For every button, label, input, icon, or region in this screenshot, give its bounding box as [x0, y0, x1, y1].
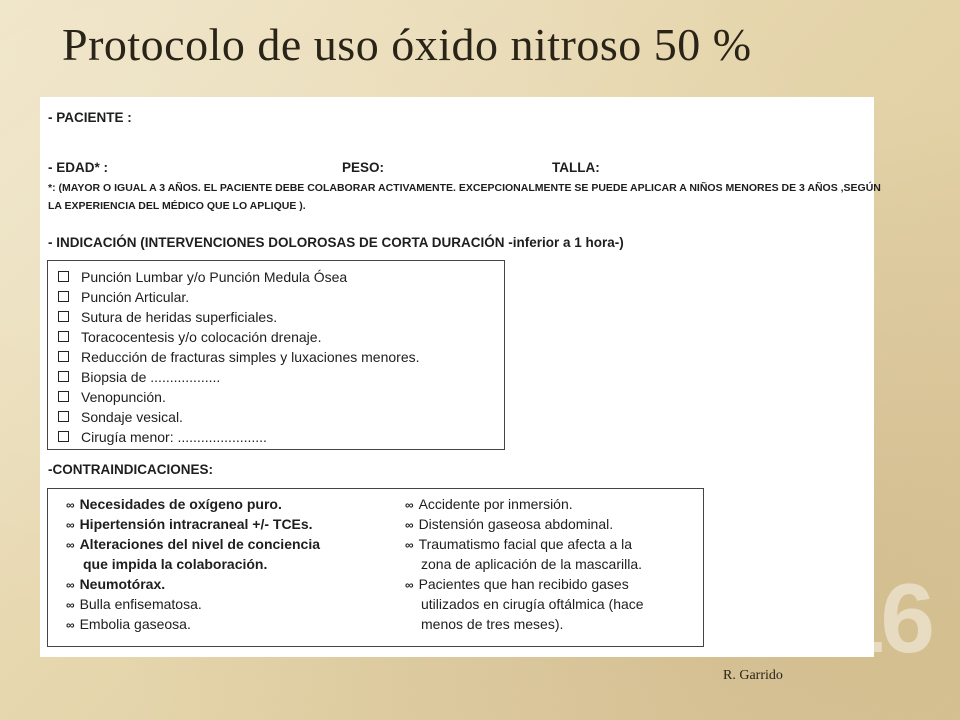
height-label: TALLA: [552, 160, 600, 175]
protocol-content [40, 97, 881, 657]
infinity-bullet-icon: ∞ [66, 578, 75, 592]
infinity-bullet-icon: ∞ [66, 618, 75, 632]
contraindication-item-continued: utilizados en cirugía oftálmica (hace [421, 596, 644, 612]
indication-list-box [47, 260, 505, 450]
infinity-bullet-icon: ∞ [66, 518, 75, 532]
indication-item: Toracocentesis y/o colocación drenaje. [58, 329, 321, 345]
age-note-line-1: *: (MAYOR O IGUAL A 3 AÑOS. EL PACIENTE DEBE COLABORAR ACTIVAMENTE. EXCEPCIONALMENTE SE PUEDE APLICAR A NIÑOS MENORES DE 3 AÑOS ,SEGÚN [48, 182, 881, 194]
contraindication-item: ∞ Necesidades de oxígeno puro. [66, 496, 282, 512]
indication-item: Sutura de heridas superficiales. [58, 309, 277, 325]
indication-item: Cirugía menor: ....................... [58, 429, 267, 445]
contraindication-item: ∞ Distensión gaseosa abdominal. [405, 516, 614, 532]
contraindications-heading: -CONTRAINDICACIONES: [48, 462, 213, 477]
contraindication-item-continued: zona de aplicación de la mascarilla. [421, 556, 643, 572]
patient-heading: - PACIENTE : [48, 110, 132, 125]
weight-label: PESO: [342, 160, 385, 175]
contraindication-item: ∞ Traumatismo facial que afecta a la [405, 536, 633, 552]
author-credit: R. Garrido [723, 668, 783, 683]
checkbox-icon[interactable] [58, 271, 69, 282]
infinity-bullet-icon: ∞ [66, 538, 75, 552]
indication-heading-prefix: - INDICACIÓN (INTERVENCIONES [48, 235, 269, 250]
indication-item: Punción Articular. [58, 289, 189, 305]
contraindication-item: ∞ Hipertensión intracraneal +/- TCEs. [66, 516, 313, 532]
contraindication-item-continued: que impida la colaboración. [83, 556, 268, 572]
age-label: - EDAD* : [48, 160, 108, 175]
indication-item: Sondaje vesical. [58, 409, 183, 425]
contraindications-box [47, 488, 704, 647]
contraindication-item: ∞ Bulla enfisematosa. [66, 596, 202, 612]
contraindication-item: ∞ Neumotórax. [66, 576, 166, 592]
infinity-bullet-icon: ∞ [405, 498, 414, 512]
slide-number: 16 [830, 563, 932, 673]
infinity-bullet-icon: ∞ [405, 578, 414, 592]
infinity-bullet-icon: ∞ [66, 498, 75, 512]
infinity-bullet-icon: ∞ [405, 518, 414, 532]
indication-item: Punción Lumbar y/o Punción Medula Ósea [58, 269, 347, 285]
contraindication-item: ∞ Embolia gaseosa. [66, 616, 191, 632]
indication-heading-emphasis: DOLOROSAS [268, 235, 356, 250]
checkbox-icon[interactable] [58, 351, 69, 362]
indication-heading-suffix: DE CORTA DURACIÓN -inferior a 1 hora-) [355, 235, 624, 250]
indication-item: Biopsia de .................. [58, 369, 220, 385]
checkbox-icon[interactable] [58, 411, 69, 422]
age-note-line-2: LA EXPERIENCIA DEL MÉDICO QUE LO APLIQUE ). [48, 200, 306, 212]
checkbox-icon[interactable] [58, 431, 69, 442]
slide-title: Protocolo de uso óxido nitroso 50 % [62, 19, 752, 70]
infinity-bullet-icon: ∞ [405, 538, 414, 552]
infinity-bullet-icon: ∞ [66, 598, 75, 612]
contraindication-item: ∞ Alteraciones del nivel de conciencia [66, 536, 320, 552]
checkbox-icon[interactable] [58, 371, 69, 382]
contraindication-item: ∞ Pacientes que han recibido gases [405, 576, 629, 592]
checkbox-icon[interactable] [58, 391, 69, 402]
checkbox-icon[interactable] [58, 331, 69, 342]
checkbox-icon[interactable] [58, 311, 69, 322]
contraindication-item: ∞ Accidente por inmersión. [405, 496, 573, 512]
indication-item: Reducción de fracturas simples y luxaciones menores. [58, 349, 420, 365]
checkbox-icon[interactable] [58, 291, 69, 302]
indication-heading [48, 235, 624, 250]
indication-item: Venopunción. [58, 389, 166, 405]
contraindication-item-continued: menos de tres meses). [421, 616, 564, 632]
